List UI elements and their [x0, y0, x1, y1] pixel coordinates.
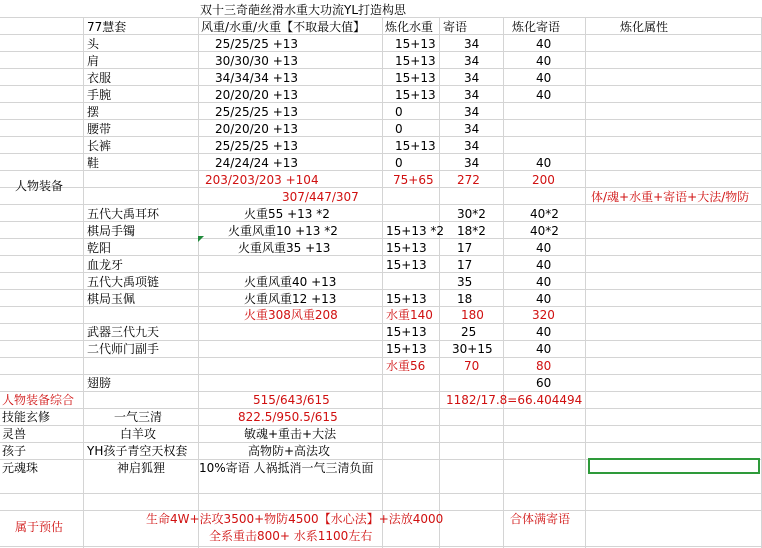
jewel-slot: 乾阳	[87, 241, 112, 255]
gear-subtotal-jiyu: 272	[457, 173, 480, 187]
jewel-stats: 火重风重35 +13	[238, 241, 331, 255]
estimate-line1: 生命4W+法攻3500+物防4500【水心法】+法放4000	[146, 512, 444, 526]
weapon-subtotal-jiyu: 70	[464, 359, 480, 373]
label-child: 孩子	[2, 444, 27, 458]
header-refine-water: 炼化水重	[385, 20, 434, 34]
gear-jiyu: 34	[464, 105, 480, 119]
header-refine-jiyu: 炼化寄语	[512, 20, 561, 34]
spirit-name: 白羊攻	[120, 427, 157, 441]
jewel-subtotal-jiyu: 180	[461, 308, 484, 322]
jewel-stats: 火重风重40 +13	[244, 275, 337, 289]
gear-jiyu: 34	[464, 122, 480, 136]
jewel-slot: 棋局手镯	[87, 224, 136, 238]
child-name: YH孩子青空天权套	[87, 444, 188, 458]
label-equip-total: 人物装备综合	[2, 393, 75, 407]
jewel-slot: 棋局玉佩	[87, 292, 136, 306]
gear-stats: 34/34/34 +13	[215, 71, 299, 85]
gear-jiyu: 34	[464, 71, 480, 85]
skill-name: 一气三清	[114, 410, 163, 424]
gear-subtotal-water: 75+65	[393, 173, 434, 187]
gear-jiyu: 34	[464, 88, 480, 102]
gear-refine-water: 15+13	[395, 37, 436, 51]
jewel-stats: 火重风重12 +13	[244, 292, 337, 306]
gear-stats: 25/25/25 +13	[215, 139, 299, 153]
gear-refine-water: 15+13	[395, 139, 436, 153]
orb-name: 神启狐狸	[117, 461, 166, 475]
equip-total-ratio: 1182/17.8=66.404494	[446, 393, 583, 407]
jewel-subtotal-refine: 320	[532, 308, 555, 322]
gear-refine-water: 0	[395, 156, 403, 170]
orb-value: 10%寄语 人祸抵消一气三清负面	[199, 461, 374, 475]
label-equip: 人物装备	[15, 179, 64, 193]
gear-stats: 25/25/25 +13	[215, 37, 299, 51]
gear-stats: 30/30/30 +13	[215, 54, 299, 68]
weapon-refine-jiyu: 40	[536, 325, 552, 339]
weapon-subtotal-water: 水重56	[386, 359, 426, 373]
gear-stats: 24/24/24 +13	[215, 156, 299, 170]
gear-slot: 衣服	[87, 71, 112, 85]
gear-slot: 肩	[87, 54, 100, 68]
jewel-jiyu: 17	[457, 258, 473, 272]
gear-refine-water: 0	[395, 122, 403, 136]
comment-indicator-icon	[198, 236, 204, 242]
jewel-jiyu: 18*2	[457, 224, 486, 238]
refine-note: 体/魂+水重+寄语+大法/物防	[591, 190, 750, 204]
label-orb: 元魂珠	[2, 461, 39, 475]
header-jiyu: 寄语	[443, 20, 468, 34]
gear-slot: 头	[87, 37, 100, 51]
weapon-jiyu: 30+15	[452, 342, 493, 356]
jewel-refine-jiyu: 40*2	[530, 207, 559, 221]
gear-refine-jiyu: 40	[536, 37, 552, 51]
weapon-refine-jiyu: 40	[536, 342, 552, 356]
gear-refine-water: 15+13	[395, 71, 436, 85]
gear-refine-water: 0	[395, 105, 403, 119]
wings-refine: 60	[536, 376, 552, 390]
header-refine-attr: 炼化属性	[620, 20, 669, 34]
wings-slot: 翅膀	[87, 376, 112, 390]
jewel-stats: 火重55 +13 *2	[244, 207, 330, 221]
jewel-refine-jiyu: 40	[536, 258, 552, 272]
jewel-refine-water: 15+13 *2	[386, 224, 445, 238]
weapon-slot: 武器三代九天	[87, 325, 160, 339]
jewel-slot: 五代大禹项链	[87, 275, 160, 289]
jewel-refine-jiyu: 40	[536, 241, 552, 255]
jewel-slot: 血龙牙	[87, 258, 124, 272]
gear-jiyu: 34	[464, 54, 480, 68]
gear-slot: 摆	[87, 105, 100, 119]
jewel-jiyu: 17	[457, 241, 473, 255]
gear-jiyu: 34	[464, 37, 480, 51]
jewel-jiyu: 30*2	[457, 207, 486, 221]
gear-refine-jiyu: 40	[536, 54, 552, 68]
gear-slot: 长裤	[87, 139, 112, 153]
gear-slot: 手腕	[87, 88, 112, 102]
weapon-refine-water: 15+13	[386, 325, 427, 339]
gear-total: 307/447/307	[282, 190, 359, 204]
weapon-refine-water: 15+13	[386, 342, 427, 356]
jewel-subtotal-water: 水重140	[386, 308, 433, 322]
child-value: 高物防+高法攻	[248, 444, 331, 458]
jewel-refine-water: 15+13	[386, 258, 427, 272]
gear-refine-water: 15+13	[395, 88, 436, 102]
gear-stats: 20/20/20 +13	[215, 88, 299, 102]
gear-subtotal-stats: 203/203/203 +104	[205, 173, 319, 187]
gear-refine-jiyu: 40	[536, 88, 552, 102]
jewel-jiyu: 18	[457, 292, 473, 306]
gear-jiyu: 34	[464, 156, 480, 170]
jewel-jiyu: 35	[457, 275, 473, 289]
jewel-refine-jiyu: 40	[536, 275, 552, 289]
gear-subtotal-refine: 200	[532, 173, 555, 187]
jewel-subtotal-stats: 火重308风重208	[244, 308, 338, 322]
gear-refine-water: 15+13	[395, 54, 436, 68]
jewel-refine-water: 15+13	[386, 241, 427, 255]
weapon-slot: 二代师门副手	[87, 342, 160, 356]
header-stats: 风重/水重/火重【不取最大值】	[201, 20, 366, 34]
gear-slot: 鞋	[87, 156, 100, 170]
gear-refine-jiyu: 40	[536, 71, 552, 85]
gear-stats: 25/25/25 +13	[215, 105, 299, 119]
selected-cell[interactable]	[588, 458, 760, 474]
estimate-line2: 全系重击800+ 水系1100左右	[209, 529, 373, 543]
label-estimate: 属于预估	[15, 520, 64, 534]
jewel-refine-jiyu: 40	[536, 292, 552, 306]
label-skill: 技能玄修	[2, 410, 51, 424]
gear-slot: 腰带	[87, 122, 112, 136]
jewel-stats: 火重风重10 +13 *2	[228, 224, 338, 238]
jewel-refine-water: 15+13	[386, 292, 427, 306]
gear-stats: 20/20/20 +13	[215, 122, 299, 136]
jewel-refine-jiyu: 40*2	[530, 224, 559, 238]
weapon-jiyu: 25	[461, 325, 477, 339]
label-spirit: 灵兽	[2, 427, 27, 441]
weapon-subtotal-refine: 80	[536, 359, 552, 373]
header-set: 77慧套	[87, 20, 127, 34]
estimate-full-jiyu: 合体满寄语	[510, 512, 571, 526]
equip-total-stats: 515/643/615	[253, 393, 330, 407]
spirit-value: 敏魂+重击+大法	[244, 427, 337, 441]
sheet-title: 双十三奇葩丝滑水重大功流YL打造构思	[200, 3, 407, 17]
skill-value: 822.5/950.5/615	[238, 410, 338, 424]
gear-jiyu: 34	[464, 139, 480, 153]
gear-refine-jiyu: 40	[536, 156, 552, 170]
jewel-slot: 五代大禹耳环	[87, 207, 160, 221]
